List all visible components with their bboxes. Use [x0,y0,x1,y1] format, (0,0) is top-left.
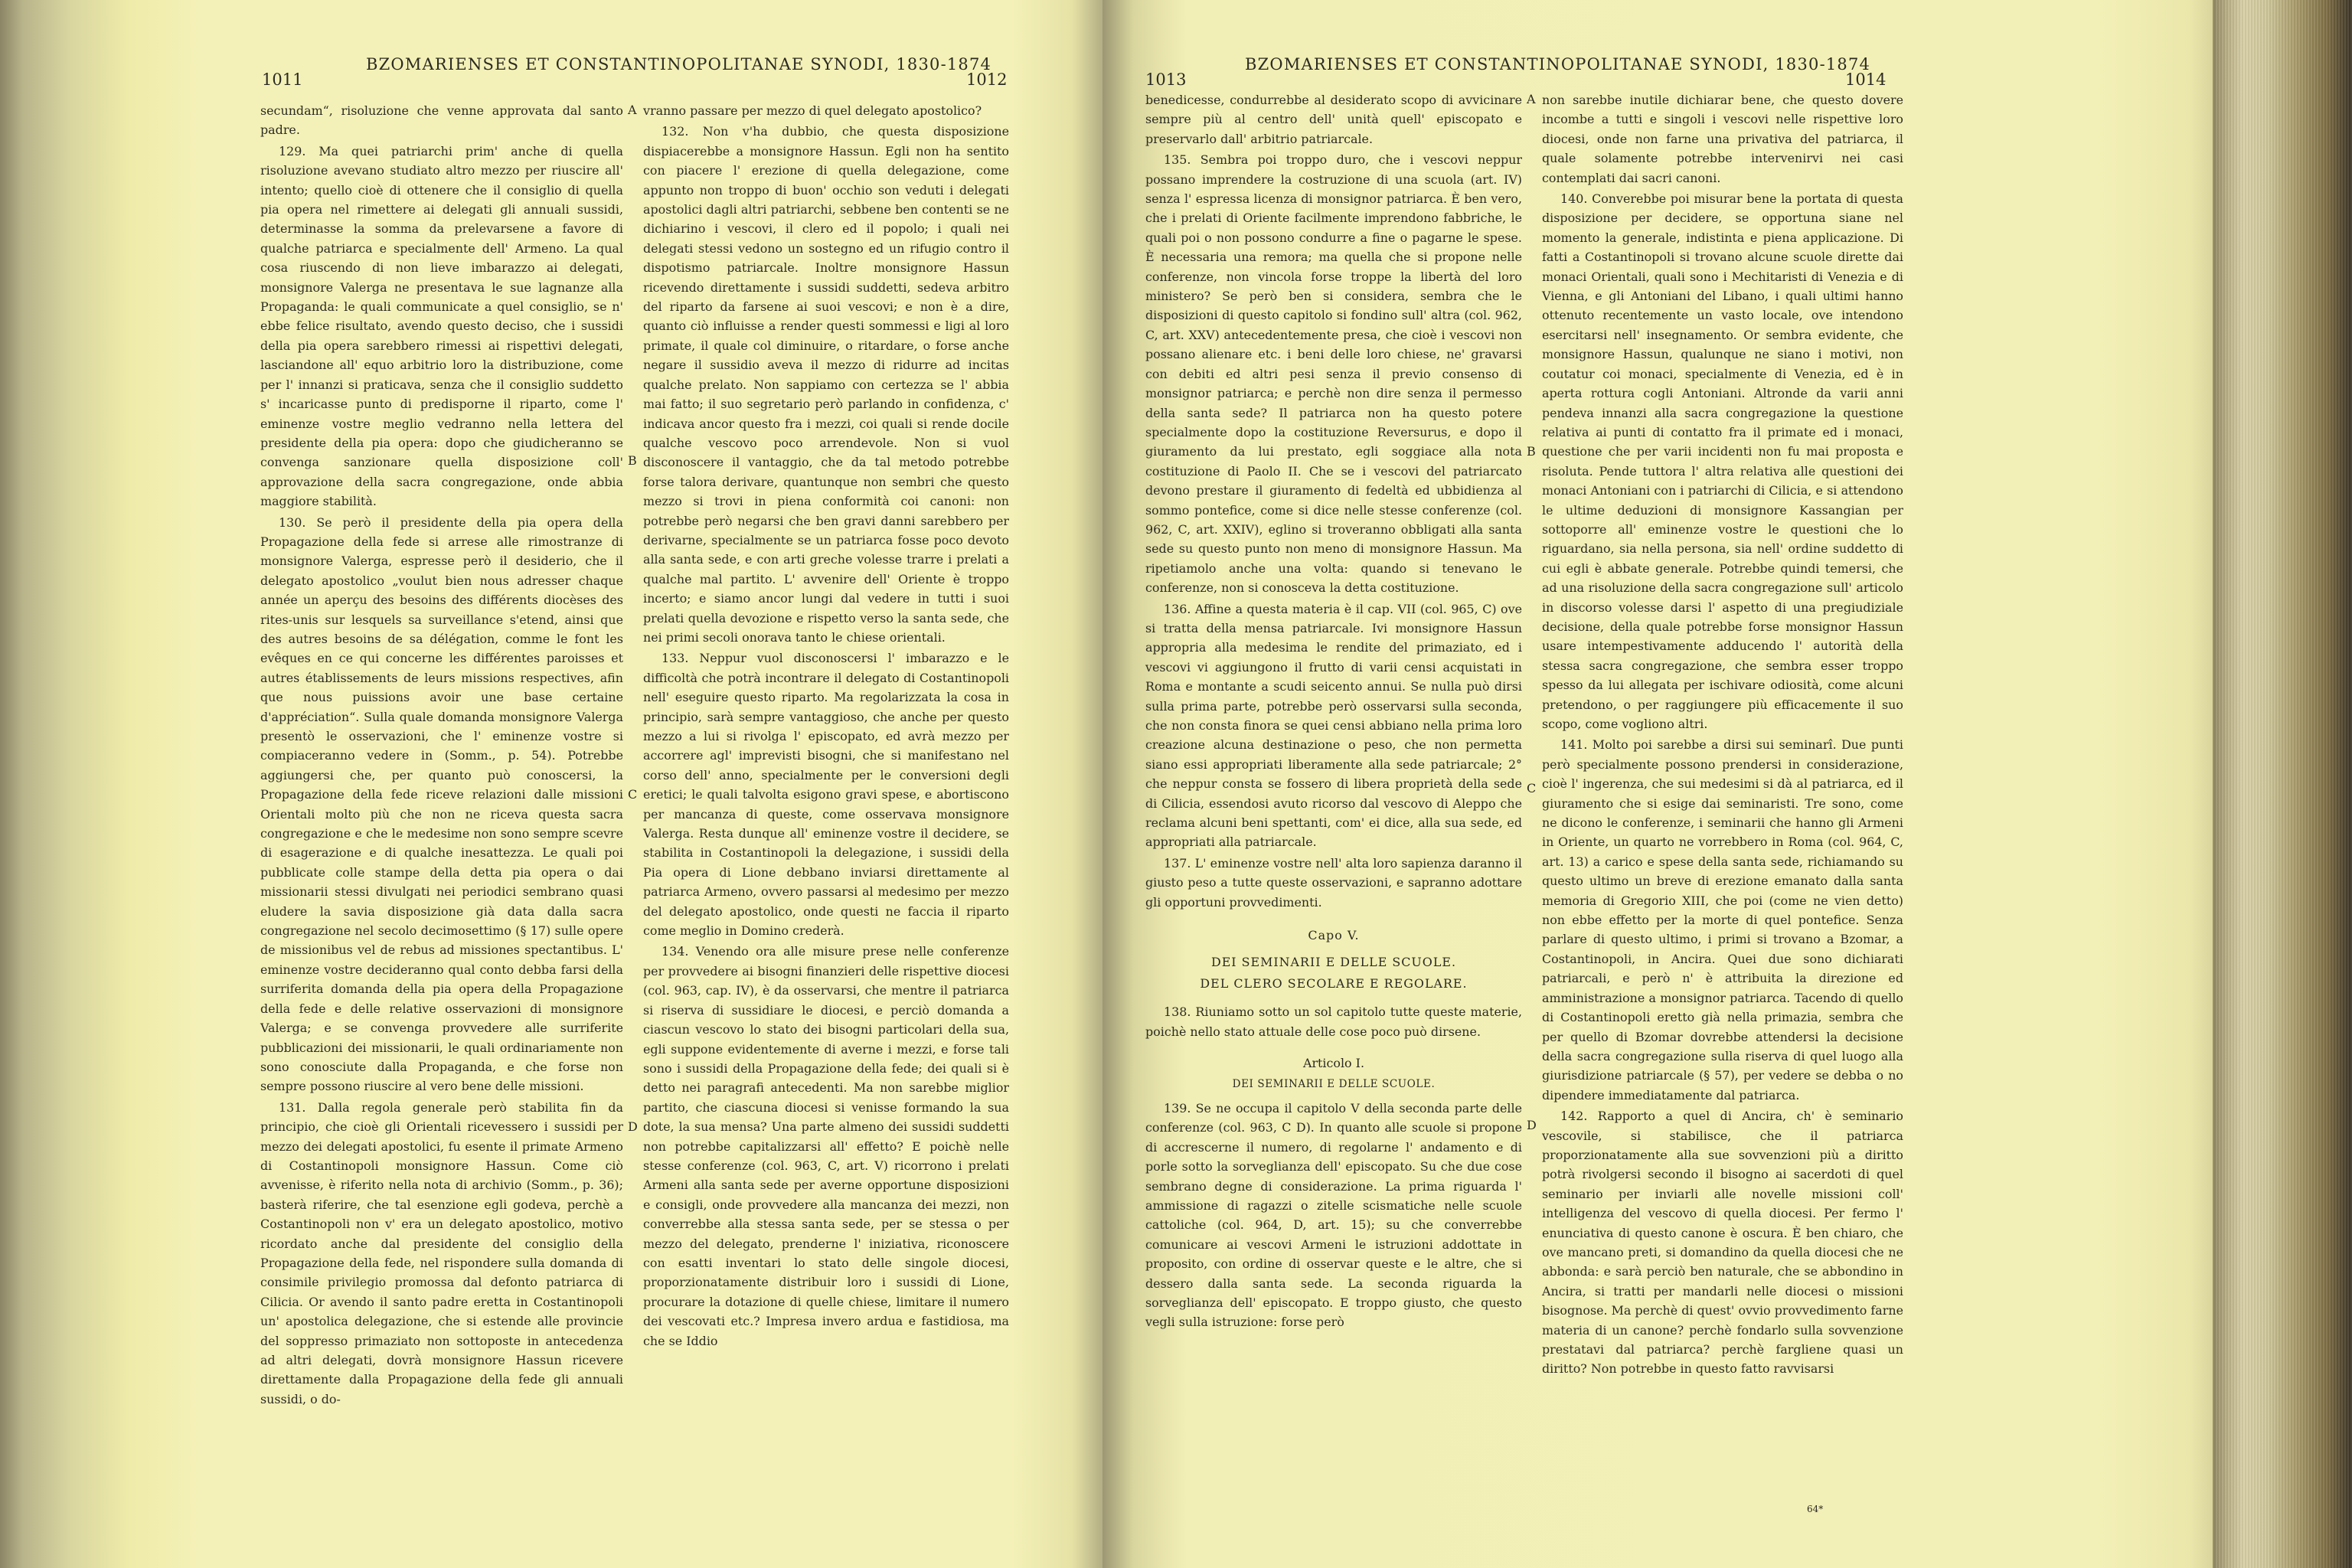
column-1 [260,101,623,1410]
right-page [1102,0,2213,1568]
chapter-heading: Capo V. [1308,928,1360,943]
paragraph-131: 131. Dalla regola generale però stabilita fin da principio, che cioè gli Orientali ricevessero i sussidi per mezzo dei delegati apostolici, fu esente il primate Armeno di Costantinopoli monsignore Hassun. Come ciò avvenisse, è riferito nella nota di archivio (Somm., p. 36); basterà riferire, che tal esenzione egli godeva, perchè a Costantinopoli non v' era un delegato apostolico, motivo ricordato anche dal presidente del consiglio della Propagazione della fede, nel rispondere sulla domanda di consimile privilegio promossa dal defonto patriarca di Cilicia. Or avendo il santo padre eretta in Costantinopoli un' apostolica delegazione, che si estende alle provincie del soppresso primaziato non sottoposte in antecedenza ad altri delegati, dovrà monsignore Hassun ricevere direttamente dalla Propagazione della fede gli annuali sussidi, o do- [260,1099,623,1406]
margin-marker-a-right: A [1527,92,1536,106]
paragraph-136: 136. Affine a questa materia è il cap. VII (col. 965, C) ove si tratta della mensa patriarcale. Ivi monsignore Hassun appropria alla medesima le rendite del primaziato, ed i vescovi vi aggiungono il frutto di varii censi acquistati in Roma e montante a scudi seicento annui. Se nulla può dirsi sulla prima parte, potrebbe però osservarsi sulla seconda, che non consta finora se quei censi abbiano nella prima loro creazione alcuna destinazione o peso, che non permetta siano essi appropriati liberamente alla sede patriarcale; 2° che neppur consta se fossero di libera proprietà della sede di Cilicia, essendosi avuto ricorso dal vescovo di Aleppo che reclama alcuni beni spettanti, com' ei dice, alla sua sede, ed appropriati alla patriarcale. [1145,601,1522,850]
paragraph-138: 138. Riuniamo sotto un sol capitolo tutte queste materie, poichè nello stato attuale delle cose poco può dirsene. [1145,1004,1522,1039]
paragraph-134: 134. Venendo ora alle misure prese nelle conferenze per provvedere ai bisogni finanzieri delle rispettive diocesi (col. 963, cap. IV), è da osservarsi, che mentre il patriarca si riserva di sussidiare le diocesi, e perciò domanda a ciascun vescovo lo stato dei bisogni particolari della sua, egli suppone evidentemente di averne i mezzi, e forse tali sono i sussidi della Propagazione della fede; dei quali si è detto nei paragrafi antecedenti. Ma non sarebbe miglior partito, che ciascuna diocesi si venisse formando la sua dote, la sua mensa? Una parte almeno dei sussidi suddetti non potrebbe capitalizzarsi all' effetto? E poichè nelle stesse conferenze (col. 963, C, art. V) ricorrono i prelati Armeni alla santa sede per averne opportune disposizioni e consigli, onde provvedere alla mancanza dei mezzi, non converrebbe alla stessa santa sede, per se stessa o per mezzo del delegato, prenderne l' iniziativa, riconoscere con esatti inventari lo stato delle singole diocesi, proporzionatamente distribuir loro i sussidi di Lione, procurare la dotazione di quelle chiese, limitare il numero dei vescovati etc.? Impresa invero ardua e fastidiosa, ma che se Iddio [643,944,1009,1348]
signature-mark: 64* [1807,1504,1824,1514]
book-page-edge [2213,0,2352,1568]
paragraph-continued: vranno passare per mezzo di quel delegato apostolico? [643,103,982,118]
paragraph-135: 135. Sembra poi troppo duro, che i vescovi neppur possano imprendere la costruzione di una scuola (art. IV) senza l' espressa licenza di monsignor patriarca. È ben vero, che i prelati di Oriente facilmente imprendono fabbriche, le quali poi o non possono condurre a fine o pagarne le spese. È necessaria una remora; ma quella che si propone nelle conferenze, non vincola forse troppe la libertà del loro ministero? Se però ben si considera, sembra che le disposizioni di questo capitolo si fondino sull' altra (col. 962, C, art. XXV) antecedentemente presa, che cioè i vescovi non possano alienare etc. i beni delle loro chiese, ne' gravarsi con debiti ed altri pesi senza il previo consenso di monsignor patriarca; e perchè non dire senza il permesso della santa sede? Il patriarca non ha questo potere specialmente dopo la costituzione Reversurus, e dopo il giuramento da lui prestato, egli soggiace alla nota costituzione di Paolo II. Che se i vescovi del patriarcato devono prestare il giuramento di fedeltà ed ubbidienza al sommo pontefice, come si dice nelle stesse conferenze (col. 962, C, art. XXIV), eglino si troveranno obbligati alla santa sede su questo punto non meno di monsignore Hassun. Ma ripetiamolo anche una volta: quando si tenevano le conferenze, non si conosceva la detta costituzione. [1145,152,1522,596]
section-heading-2: DEL CLERO SECOLARE E REGOLARE. [1200,975,1468,991]
margin-marker-b-left: B [628,453,637,468]
margin-marker-d-right: D [1527,1118,1537,1132]
paragraph-129: 129. Ma quei patriarchi prim' anche di quella risoluzione avevano studiato altro mezzo per riuscire all' intento; quello cioè di ottenere che il consiglio di quella pia opera nel rimettere ai delegati gli annuali sussidi, determinasse la somma da prelevarsene a favore di qualche patriarca e specialmente dell' Armeno. La qual cosa riuscendo di non lieve imbarazzo ai delegati, monsignore Valerga ne presentava le sue lagnanze alla Propaganda: le quali communicate a quel consiglio, se n' ebbe felice risultato, avendo questo deciso, che i sussidi della pia opera sarebbero rimessi ai rispettivi delegati, lasciandone all' equo arbitrio loro la distribuzione, come per l' innanzi si praticava, senza che il consiglio suddetto s' incaricasse punto di predisporne il riparto, come l' eminenze vostre meglio vedranno nella lettera del presidente della pia opera: dopo che giudicheranno se convenga sanzionare quella disposizione coll' approvazione della sacra congregazione, onde abbia maggiore stabilità. [260,143,623,509]
margin-marker-b-right: B [1527,444,1536,459]
paragraph-141: 141. Molto poi sarebbe a dirsi sui seminarî. Due punti però specialmente possono prendersi in considerazione, cioè l' ingerenza, che sui medesimi si dà al patriarca, ed il giuramento che si esige dai seminaristi. Tre sono, come ne dicono le conferenze, i seminarii che hanno gli Armeni in Oriente, un quarto ne vorrebbero in Roma (col. 964, C, art. 13) a carico e spese della santa sede, richiamando su questo ultimo un breve di erezione emanato dalla santa memoria di Gregorio XIII, che poi (come ne vien detto) non ebbe effetto per la morte di quel pontefice. Senza parlare di questo ultimo, i primi si trovano a Bzomar, a Costantinopoli, in Ancira. Quei due sono dichiarati patriarcali, e però n' è attribuita la direzione ed amministrazione a monsignor patriarca. Tacendo di quello di Costantinopoli eretto già nella primazia, sembra che per quello di Bzomar dovrebbe attendersi la decisione della sacra congregazione sulla riserva di quel luogo alla giurisdizione patriarcale (§ 57), per vedere se debba o no dipendere immediatamente dal patriarca. [1542,737,1903,1102]
left-page [0,0,1102,1568]
page-number-1014: 1014 [1845,70,1886,89]
article-title: DEI SEMINARII E DELLE SCUOLE. [1232,1077,1436,1090]
paragraph-132: 132. Non v'ha dubbio, che questa disposizione dispiacerebbe a monsignore Hassun. Egli non ha sentito con piacere l' erezione di quella delegazione, come appunto non troppo di buon' occhio son veduti i delegati apostolici dagli altri patriarchi, sebbene ben contenti se ne dichiarino i vescovi, il clero ed il popolo; i quali nei delegati stessi vedono un sostegno ed un rifugio contro il dispotismo patriarcale. Inoltre monsignore Hassun ricevendo direttamente i sussidi suddetti, sedeva arbitro del riparto da farsene ai suoi vescovi; e non è a dire, quanto ciò influisse a render questi sommessi e ligi al loro primate, il quale col diminuire, o ritardare, o forse anche negare il sussidio aveva il mezzo di ridurre ad incitas qualche prelato. Non sappiamo con certezza se l' abbia mai fatto; il suo segretario però parlando in confidenza, c' indicava ancor questo fra i mezzi, coi quali si rende docile qualche vescovo poco arrendevole. Non si vuol disconoscere il vantaggio, che da tal metodo potrebbe forse talora derivare, quantunque non sembri che questo mezzo si trovi in piena conformità coi canoni: non potrebbe però negarsi che ben gravi danni sarebbero per derivarne, specialmente se un patriarca fosse poco devoto alla santa sede, e con arti greche volesse trarre i prelati a qualche mal partito. L' avvenire dell' Oriente è troppo incerto; e siamo ancor lungi dal vedere in tutti i suoi prelati quella devozione e rispetto verso la santa sede, che nei primi secoli onorava tanto le chiese orientali. [643,124,1009,645]
margin-marker-a-left: A [628,103,637,117]
section-heading-1: DEI SEMINARII E DELLE SCUOLE. [1210,955,1457,970]
page-number-1012: 1012 [966,70,1008,89]
margin-marker-c-left: C [628,787,638,802]
paragraph-continued: non sarebbe inutile dichiarar bene, che questo dovere incombe a tutti e singoli i vescovi nelle rispettive loro diocesi, onde non farne una privativa del patriarca, il quale solamente potrebbe intervenirvi nei casi contemplati dai sacri canoni. [1542,93,1903,185]
margin-marker-d-left: D [628,1119,638,1134]
paragraph-140: 140. Converebbe poi misurar bene la portata di questa disposizione per decidere, se opportuna siane nel momento la generale, indistinta e piena applicazione. Di fatti a Costantinopoli si trovano alcune scuole dirette dai monaci Orientali, quali sono i Mechitaristi di Venezia e di Vienna, e gli Antoniani del Libano, i quali ultimi hanno ottenuto recentemente un vasto locale, ove intendono esercitarsi nell' insegnamento. Or sembra evidente, che monsignore Hassun, qualunque ne siano i motivi, non coutatur coi monaci, specialmente di Venezia, ed è in aperta rottura cogli Antoniani. Altronde da varii anni pendeva innanzi alla sacra congregazione la questione relativa ai punti di contatto fra il primate ed i monaci, questione che per varii incidenti non fu mai proposta e risoluta. Pende tuttora l' altra relativa alle questioni dei monaci Antoniani con i patriarchi di Cilicia, e si attendono le ultime deduzioni di monsignore Kassangian per sottoporre all' eminenze vostre le questioni che lo riguardano, sia nella persona, sia nell' ordine suddetto di cui egli è abbate generale. Potrebbe quindi temersi, che ad una risoluzione della sacra congregazione sull' articolo in discorso volesse darsi l' aspetto di una pregiudiziale decisione, della quale potrebbe forse monsignor Hassun usare intempestivamente adducendo l' autorità della stessa sacra congregazione, che sembra esser troppo spesso da lui allegata per ischivare odiosità, come alcuni pretendono, o per raggiungere più efficacemente il suo scopo, come vogliono altri. [1542,191,1903,731]
running-head-right: BZOMARIENSES ET CONSTANTINOPOLITANAE SYNODI, 1830-1874 [1245,55,1871,74]
column-2 [643,101,1009,1352]
running-head-left: BZOMARIENSES ET CONSTANTINOPOLITANAE SYNODI, 1830-1874 [366,55,992,74]
column-4 [1542,90,1903,1380]
article-heading: Articolo I. [1302,1056,1365,1071]
paragraph-139: 139. Se ne occupa il capitolo V della seconda parte delle conferenze (col. 963, C D). In quanto alle scuole si propone di accrescerne il numero, di regolarne l' andamento e di porle sotto la sorveglianza dell' episcopato. Su che due cose sembrano degne di considerazione. La prima riguarda l' ammissione di ragazzi o zitelle scismatiche nelle scuole cattoliche (col. 964, D, art. 15); su che converrebbe comunicare ai vescovi Armeni le istruzioni addottate in proposito, con ordine di osservar queste e le altre, che si dessero dalla santa sede. La seconda riguarda la sorveglianza dell' episcopato. E troppo giusto, che questo vegli sulla istruzione: forse però [1145,1100,1522,1330]
paragraph-130: 130. Se però il presidente della pia opera della Propagazione della fede si arrese alle rimostranze di monsignore Valerga, espresse però il desiderio, che il delegato apostolico „voulut bien nous adresser chaque année un aperçu des besoins des différents diocèses des rites-unis sur lesquels sa surveillance s'etend, ainsi que des autres besoins de sa délégation, comme le font les evêques en ce qui concerne les différentes paroisses et autres établissements de leurs missions respectives, afin que nous puissions avoir une base certaine d'appréciation“. Sulla quale domanda monsignore Valerga presentò le osservazioni, che l' eminenze vostre si compiaceranno vedere in (Somm., p. 54). Potrebbe aggiungersi che, per quanto può conoscersi, la Propagazione della fede riceve relazioni dalle missioni Orientali molto più che non ne riceva questa sacra congregazione e che le medesime non sono sempre scevre di esagerazione e di qualche inesattezza. Le quali poi pubblicate colle stampe della detta pia opera o dai missionarii stessi divulgati nei periodici sembrano quasi eludere la savia disposizione già data dalla sacra congregazione nel secolo decimosettimo (§ 17) sulle opere de missionibus vel de rebus ad missiones spectantibus. L' eminenze vostre decideranno qual conto debba farsi della surriferita domanda della pia opera della Propagazione della fede e delle relative osservazioni di monsignore Valerga; e se convenga provvedere alle surriferite pubblicazioni dei missionarii, le quali ordinariamente non sono conosciute dalla Propaganda, e che forse non sempre possono riuscire al vero bene delle missioni. [260,514,623,1094]
paragraph-continued: secundam“, risoluzione che venne approvata dal santo padre. [260,103,623,138]
paragraph-continued: benedicesse, condurrebbe al desiderato scopo di avvicinare sempre più al centro dell' unità quell' episcopato e preservarlo dall' arbitrio patriarcale. [1145,93,1522,146]
page-number-1011: 1011 [262,70,303,89]
column-3 [1145,90,1522,1334]
paragraph-133: 133. Neppur vuol disconoscersi l' imbarazzo e le difficoltà che potrà incontrare il delegato di Costantinopoli nell' eseguire questo riparto. Ma regolarizzata la cosa in principio, sarà sempre vantaggioso, che anche per questo mezzo a lui si rivolga l' episcopato, ed avrà mezzo per accorrere agl' imprevisti bisogni, che si manifestano nel corso dell' anno, specialmente per le conversioni degli eretici; le quali talvolta esigono gravi spese, e abortiscono per mancanza di queste, come osservava monsignore Valerga. Resta dunque all' eminenze vostre il decidere, se stabilita in Costantinopoli la delegazione, i sussidi della Pia opera di Lione debbano inviarsi direttamente al patriarca Armeno, ovvero passarsi al medesimo per mezzo del delegato apostolico, onde questi ne faccia il riparto come meglio in Domino crederà. [643,651,1009,939]
page-number-1013: 1013 [1145,70,1187,89]
margin-marker-c-right: C [1527,781,1537,795]
paragraph-142: 142. Rapporto a quel di Ancira, ch' è seminario vescovile, si stabilisce, che il patriarca proporzionatamente alla sue sovvenzioni più a diritto potrà rivolgersi secondo il bisogno ai sacerdoti di quel seminario per inviarli alle novelle missioni coll' intelligenza del vescovo di quella diocesi. Per fermo l' enunciativa di questo canone è oscura. È ben chiaro, che ove mancano preti, si domandino da quella diocesi che ne abbonda: e sarà perciò ben naturale, che se abbondino in Ancira, si tratti per mandarli nelle diocesi o missioni bisognose. Ma perchè di quest' ovvio provvedimento farne materia di un canone? perchè fondarlo sulla sovvenzione prestatavi dal patriarca? perchè fargliene quasi un diritto? Non potrebbe in questo fatto ravvisarsi [1542,1109,1903,1377]
paragraph-137: 137. L' eminenze vostre nell' alta loro sapienza daranno il giusto peso a tutte queste osservazioni, e sapranno adottare gli opportuni provvedimenti. [1145,855,1522,910]
